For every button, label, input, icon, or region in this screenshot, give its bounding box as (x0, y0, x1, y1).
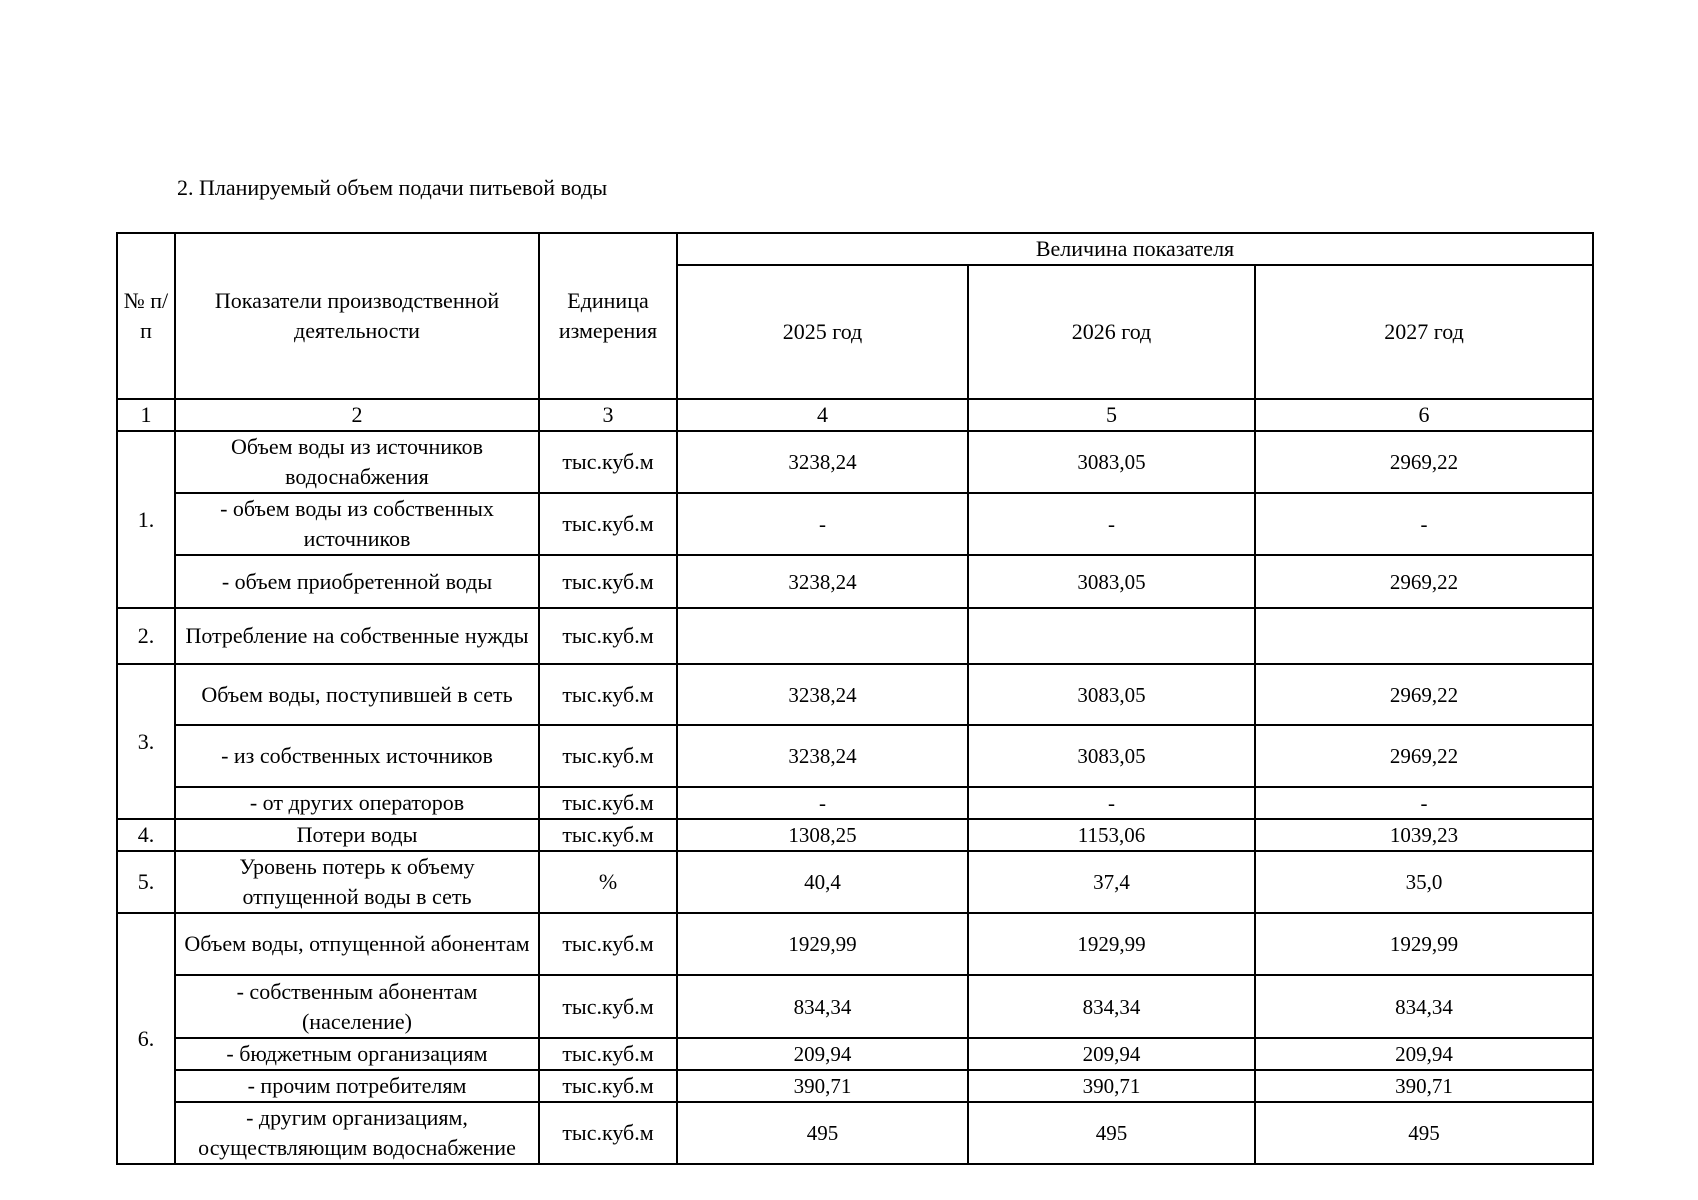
row-unit: тыс.куб.м (539, 975, 677, 1038)
document-title: 2. Планируемый объем подачи питьевой воды (177, 175, 608, 200)
row-unit: тыс.куб.м (539, 431, 677, 493)
row-label: Объем воды из источников водоснабжения (175, 431, 539, 493)
value-2025: 40,4 (677, 851, 968, 913)
value-2025: 3238,24 (677, 431, 968, 493)
table-row (117, 975, 1593, 1038)
table-row (117, 819, 1593, 851)
value-2026: - (968, 493, 1255, 555)
value-2026: 3083,05 (968, 664, 1255, 725)
value-2026: - (968, 787, 1255, 819)
row-label: - из собственных источников (175, 725, 539, 787)
value-2026: 37,4 (968, 851, 1255, 913)
header-num: № п/п (117, 233, 175, 399)
value-2025: 3238,24 (677, 725, 968, 787)
table-row (117, 913, 1593, 975)
col-number-6: 6 (1255, 399, 1593, 431)
value-2026: 209,94 (968, 1038, 1255, 1070)
value-2026: 3083,05 (968, 555, 1255, 608)
value-2026: 1153,06 (968, 819, 1255, 851)
header-row-group (117, 233, 1593, 265)
value-2026: 495 (968, 1102, 1255, 1164)
row-number: 5. (117, 851, 175, 913)
row-label: - бюджетным организациям (175, 1038, 539, 1070)
value-2025: - (677, 493, 968, 555)
value-2025 (677, 608, 968, 664)
value-2027: - (1255, 493, 1593, 555)
row-label: Потребление на собственные нужды (175, 608, 539, 664)
value-2027: 1039,23 (1255, 819, 1593, 851)
col-number-2: 2 (175, 399, 539, 431)
table-row (117, 493, 1593, 555)
value-2025: 3238,24 (677, 664, 968, 725)
row-unit: тыс.куб.м (539, 555, 677, 608)
row-label: - объем воды из собственных источников (175, 493, 539, 555)
value-2027 (1255, 608, 1593, 664)
table-row (117, 725, 1593, 787)
table-row (117, 555, 1593, 608)
header-value-group: Величина показателя (677, 233, 1593, 265)
row-number: 1. (117, 431, 175, 608)
value-2026: 834,34 (968, 975, 1255, 1038)
row-unit: тыс.куб.м (539, 493, 677, 555)
row-number: 3. (117, 664, 175, 819)
row-label: - от других операторов (175, 787, 539, 819)
row-label: Объем воды, отпущенной абонентам (175, 913, 539, 975)
col-number-1: 1 (117, 399, 175, 431)
table-row (117, 1070, 1593, 1102)
value-2027: - (1255, 787, 1593, 819)
value-2026 (968, 608, 1255, 664)
table-row (117, 1102, 1593, 1164)
row-number: 4. (117, 819, 175, 851)
header-year-2026: 2026 год (968, 265, 1255, 399)
header-year-2027: 2027 год (1255, 265, 1593, 399)
value-2025: 1308,25 (677, 819, 968, 851)
col-number-3: 3 (539, 399, 677, 431)
table-row (117, 431, 1593, 493)
row-unit: % (539, 851, 677, 913)
row-label: - прочим потребителям (175, 1070, 539, 1102)
table-row (117, 787, 1593, 819)
table-row (117, 851, 1593, 913)
row-label: - другим организациям, осуществляющим водоснабжение (175, 1102, 539, 1164)
value-2026: 3083,05 (968, 431, 1255, 493)
value-2026: 3083,05 (968, 725, 1255, 787)
row-unit: тыс.куб.м (539, 725, 677, 787)
value-2027: 2969,22 (1255, 725, 1593, 787)
value-2025: 495 (677, 1102, 968, 1164)
value-2027: 390,71 (1255, 1070, 1593, 1102)
table-row (117, 1038, 1593, 1070)
value-2026: 1929,99 (968, 913, 1255, 975)
value-2027: 35,0 (1255, 851, 1593, 913)
header-unit: Единица измерения (539, 233, 677, 399)
value-2027: 2969,22 (1255, 555, 1593, 608)
table-row (117, 664, 1593, 725)
row-unit: тыс.куб.м (539, 787, 677, 819)
value-2027: 2969,22 (1255, 431, 1593, 493)
header-year-2025: 2025 год (677, 265, 968, 399)
header-indicator: Показатели производственной деятельности (175, 233, 539, 399)
row-label: Уровень потерь к объему отпущенной воды в сеть (175, 851, 539, 913)
value-2027: 834,34 (1255, 975, 1593, 1038)
col-number-5: 5 (968, 399, 1255, 431)
row-unit: тыс.куб.м (539, 664, 677, 725)
table-row (117, 608, 1593, 664)
value-2027: 2969,22 (1255, 664, 1593, 725)
value-2025: 1929,99 (677, 913, 968, 975)
value-2025: 390,71 (677, 1070, 968, 1102)
row-label: - объем приобретенной воды (175, 555, 539, 608)
column-numbers-row (117, 399, 1593, 431)
value-2027: 495 (1255, 1102, 1593, 1164)
value-2026: 390,71 (968, 1070, 1255, 1102)
value-2025: 834,34 (677, 975, 968, 1038)
row-unit: тыс.куб.м (539, 819, 677, 851)
row-number: 2. (117, 608, 175, 664)
water-supply-table (116, 232, 1594, 1165)
value-2025: 3238,24 (677, 555, 968, 608)
row-unit: тыс.куб.м (539, 1038, 677, 1070)
value-2027: 1929,99 (1255, 913, 1593, 975)
value-2025: 209,94 (677, 1038, 968, 1070)
row-label: Объем воды, поступившей в сеть (175, 664, 539, 725)
row-label: Потери воды (175, 819, 539, 851)
value-2025: - (677, 787, 968, 819)
row-unit: тыс.куб.м (539, 913, 677, 975)
row-unit: тыс.куб.м (539, 1102, 677, 1164)
row-unit: тыс.куб.м (539, 608, 677, 664)
value-2027: 209,94 (1255, 1038, 1593, 1070)
row-unit: тыс.куб.м (539, 1070, 677, 1102)
row-number: 6. (117, 913, 175, 1164)
col-number-4: 4 (677, 399, 968, 431)
row-label: - собственным абонентам (население) (175, 975, 539, 1038)
